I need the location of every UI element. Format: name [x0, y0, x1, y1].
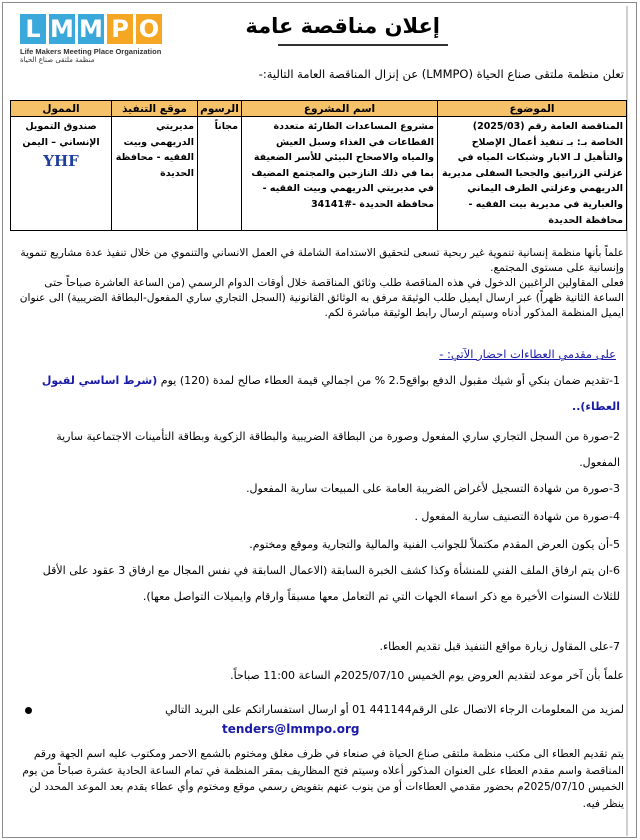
- header-location: موقع التنفيذ: [112, 101, 198, 117]
- tender-table-header: [11, 101, 627, 117]
- deadline-text: علماً بأن آخر موعد لتقديم العروض يوم الخميس 2025/07/10م الساعة 11:00 صباحاً.: [230, 669, 624, 682]
- apply-paragraph: فعلى المقاولين الراغبين الدخول في هذه المناقصة طلب وثائق المناقصة خلال أوقات الدوام الرسمي (من الساعة العاشرة صباحاً حتى الساعة الثانية ظهراً) عبر ارسال ايميل طلب الوثيقة مرفق به الوثائق القانونية (السجل التجاري ساري المفعول-البطاقة الضريبية) الى عنوان ايميل المنظمة المذكور أدناه وسيتم ارسال رابط الوثيقة مباشرة لكم.: [19, 277, 624, 319]
- intro-text: تعلن منظمة ملتقى صناع الحياة (LMMPO) عن إنزال المناقصة العامة التالية:-: [258, 67, 624, 81]
- contact-text: لمزيد من المعلومات الرجاء الاتصال على الرقم441144 01 أو ارسال استفساراتكم على البريد التالي: [165, 703, 624, 716]
- cell-subject: المناقصة العامة رقم (2025/03) الخاصة بـ: بـ تنفيذ أعمال الإصلاح والتأهيل لـ الابار وشبكات المياه في عزلتي الزرانيق والجحبا السفلى مديرية الدريهمي وعزلتي الطرف اليماني والعبارية في مديرية بيت الفقيه - محافظة الحديدة: [438, 117, 627, 231]
- requirement-4: 4-صورة من شهادة التصنيف سارية المفعول .: [414, 510, 620, 523]
- requirement-7: 7-على المقاول زيارة مواقع التنفيذ قبل تقديم العطاء.: [379, 640, 620, 653]
- cell-fees: مجاناً: [198, 117, 242, 231]
- logo-letter-tile: M: [50, 15, 74, 43]
- logo-tiles: [20, 14, 180, 44]
- requirement-5: 5-أن يكون العرض المقدم مكتملاً للجوانب الفنية والمالية والتجارية وموقع ومختوم.: [249, 538, 620, 551]
- requirement-6: 6-ان يتم ارفاق الملف الفني للمنشأة وكذا كشف الخبرة السابقة (الاعمال السابقة في نفس المجال مع ارفاق 3 عقود على الأقل للثلاث السنوات الأخيرة مع ذكر اسماء الجهات التي تم التعامل معها مسبقاً وارقام وايميلات التواصل معها).: [42, 564, 620, 603]
- page-title: إعلان مناقصة عامة: [245, 14, 440, 38]
- logo-tagline-arabic: منظمة ملتقى صناع الحياة: [20, 56, 95, 64]
- about-paragraph: علماً بأنها منظمة إنسانية تنموية غير ربحية تسعى لتحقيق الاستدامة الشاملة في العمل الانساني والتنموي من خلال تنفيذ عدة مشاريع تنموية وإنسانية على مستوى المجتمع.: [20, 247, 624, 274]
- submission-paragraph: يتم تقديم العطاء الى مكتب منظمة ملتقى صناع الحياة في صنعاء في ظرف مغلق ومختوم بالشمع الاحمر ومكتوب عليه اسم الجهة ورقم المناقصة واسم مقدم العطاء على العنوان المذكور أعلاه وسيتم فتح المظاريف بمقر المنظمة في تمام الساعة الحادية عشرة صباحاً من يوم الخميس 2025/07/10م بحضور مقدمي العطاءات أو من ينوب عنهم بتفويض رسمي موقع ومختوم وأي عطاء يقدم بعد الموعد المحدد لن ينظر فيه.: [22, 748, 624, 810]
- logo-tagline: Life Makers Meeting Place Organization: [20, 47, 162, 56]
- header-project: اسم المشروع: [242, 101, 438, 117]
- title-underline: [278, 44, 448, 46]
- table-row: [11, 117, 627, 231]
- requirement-1-note: (شرط اساسي لقبول العطاء)..: [41, 374, 620, 413]
- funder-name: صندوق التمويل الإنساني – اليمن: [22, 121, 100, 148]
- logo-letter-tile: M: [79, 15, 103, 43]
- logo-letter-tile: O: [136, 14, 162, 44]
- requirement-3: 3-صورة من شهادة التسجيل لأغراض الضريبة العامة على المبيعات سارية المفعول.: [246, 482, 620, 495]
- funder-code: YHF: [43, 152, 79, 171]
- requirement-2: 2-صورة من السجل التجاري ساري المفعول وصورة من البطاقة الضريبية والبطاقة الزكوية وبطاقة التأمينات الاجتماعية سارية المفعول.: [56, 430, 620, 469]
- requirement-1-text: 1-تقديم ضمان بنكي أو شيك مقبول الدفع بواقع2.5 % من اجمالي قيمة العطاء صالح لمدة (120) يوم: [160, 374, 620, 387]
- lmmpo-logo: [20, 14, 180, 72]
- logo-letter-tile: L: [20, 14, 46, 44]
- header-fees: الرسوم: [198, 101, 242, 117]
- tender-table: [10, 100, 627, 231]
- contact-email-link[interactable]: tenders@lmmpo.org: [222, 722, 360, 736]
- logo-letter-tile: P: [107, 14, 133, 44]
- requirements-label: على مقدمي العطاءات احضار الآتي: -: [439, 347, 616, 361]
- cell-funder: [11, 117, 112, 231]
- header-funder: الممول: [11, 101, 112, 117]
- requirement-1: [30, 368, 620, 420]
- bullet-dot: [25, 707, 32, 714]
- cell-location: مديريتي الدريهمي وبيت الفقيه - محافظة الحديدة: [112, 117, 198, 231]
- cell-project: مشروع المساعدات الطارئة متعددة القطاعات في الغذاء وسبل العيش والمياه والاصحاح البيئي للأسر الضعيفة بما في ذلك النازحين والمجتمع المضيف في مديريتي الدريهمي وبيت الفقيه - محافظة الحديدة -#34141: [242, 117, 438, 231]
- header-subject: الموضوع: [438, 101, 627, 117]
